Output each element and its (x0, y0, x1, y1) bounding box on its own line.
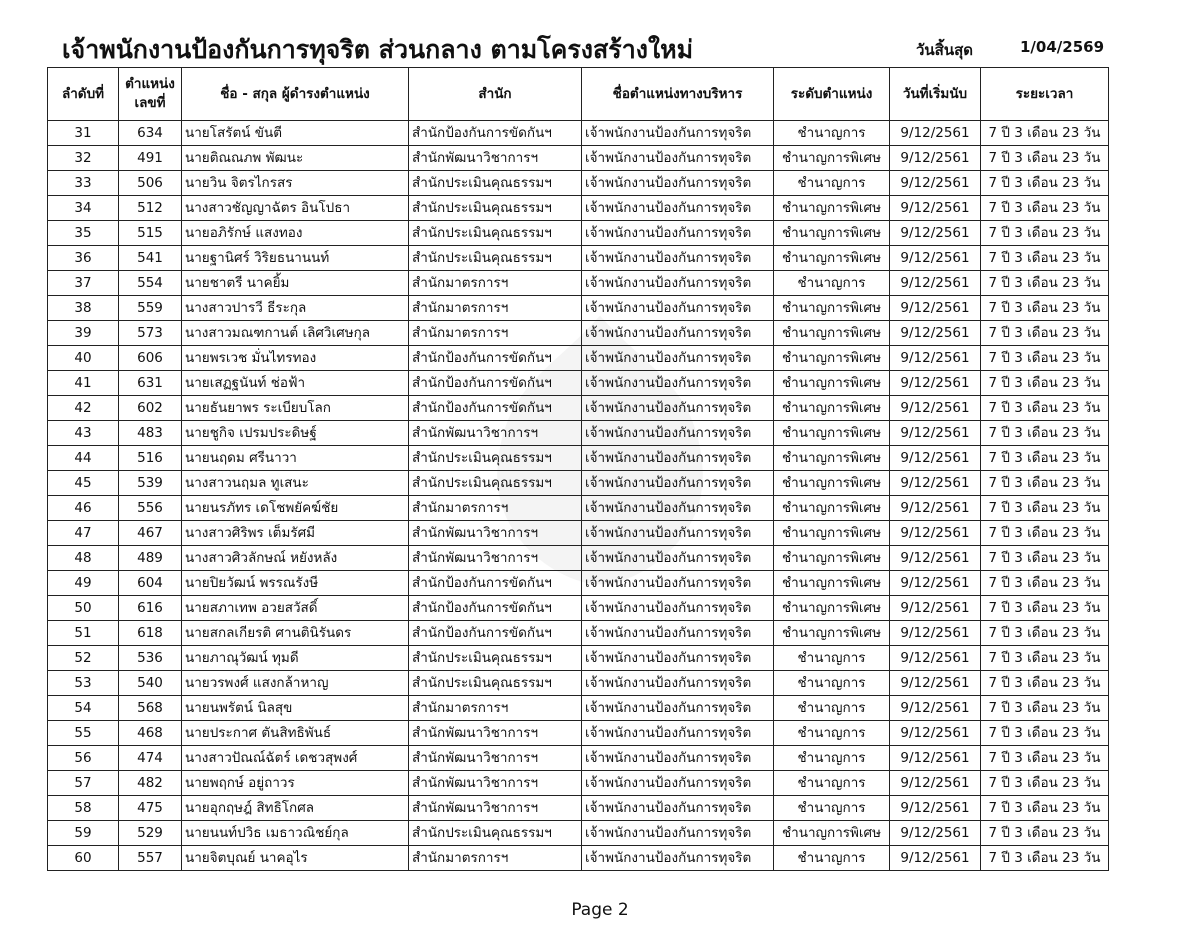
cell-order: 59 (48, 821, 119, 846)
table-row (48, 396, 1109, 421)
cell-start-date: 9/12/2561 (890, 171, 981, 196)
table-row (48, 196, 1109, 221)
cell-order: 57 (48, 771, 119, 796)
cell-duration: 7 ปี 3 เดือน 23 วัน (981, 446, 1109, 471)
table-row (48, 171, 1109, 196)
cell-admin-title: เจ้าพนักงานป้องกันการทุจริต (582, 146, 774, 171)
cell-admin-title: เจ้าพนักงานป้องกันการทุจริต (582, 521, 774, 546)
cell-order: 55 (48, 721, 119, 746)
cell-position-number: 536 (119, 646, 182, 671)
cell-admin-title: เจ้าพนักงานป้องกันการทุจริต (582, 421, 774, 446)
table-row (48, 596, 1109, 621)
cell-duration: 7 ปี 3 เดือน 23 วัน (981, 196, 1109, 221)
col-header-position-number: ตำแหน่ง เลขที่ (119, 68, 182, 121)
cell-level: ชำนาญการ (774, 771, 890, 796)
table-row (48, 571, 1109, 596)
cell-duration: 7 ปี 3 เดือน 23 วัน (981, 246, 1109, 271)
cell-office: สำนักประเมินคุณธรรมฯ (409, 671, 582, 696)
cell-duration: 7 ปี 3 เดือน 23 วัน (981, 471, 1109, 496)
cell-duration: 7 ปี 3 เดือน 23 วัน (981, 521, 1109, 546)
cell-admin-title: เจ้าพนักงานป้องกันการทุจริต (582, 446, 774, 471)
table-row (48, 621, 1109, 646)
cell-name: นางสาวปัณณ์ฉัตร์ เดชวสุพงศ์ (182, 746, 409, 771)
cell-start-date: 9/12/2561 (890, 696, 981, 721)
cell-start-date: 9/12/2561 (890, 646, 981, 671)
cell-duration: 7 ปี 3 เดือน 23 วัน (981, 421, 1109, 446)
cell-position-number: 529 (119, 821, 182, 846)
cell-duration: 7 ปี 3 เดือน 23 วัน (981, 346, 1109, 371)
cell-duration: 7 ปี 3 เดือน 23 วัน (981, 546, 1109, 571)
table-row (48, 771, 1109, 796)
cell-order: 50 (48, 596, 119, 621)
cell-position-number: 618 (119, 621, 182, 646)
cell-order: 38 (48, 296, 119, 321)
cell-duration: 7 ปี 3 เดือน 23 วัน (981, 771, 1109, 796)
cell-order: 48 (48, 546, 119, 571)
cell-position-number: 556 (119, 496, 182, 521)
cell-level: ชำนาญการพิเศษ (774, 396, 890, 421)
cell-level: ชำนาญการพิเศษ (774, 446, 890, 471)
cell-level: ชำนาญการ (774, 646, 890, 671)
cell-duration: 7 ปี 3 เดือน 23 วัน (981, 321, 1109, 346)
cell-level: ชำนาญการพิเศษ (774, 221, 890, 246)
cell-level: ชำนาญการ (774, 721, 890, 746)
cell-order: 36 (48, 246, 119, 271)
table-row (48, 371, 1109, 396)
cell-level: ชำนาญการพิเศษ (774, 621, 890, 646)
cell-level: ชำนาญการพิเศษ (774, 546, 890, 571)
cell-admin-title: เจ้าพนักงานป้องกันการทุจริต (582, 646, 774, 671)
cell-name: นางสาวชัญญาฉัตร อินโปธา (182, 196, 409, 221)
cell-duration: 7 ปี 3 เดือน 23 วัน (981, 221, 1109, 246)
cell-position-number: 468 (119, 721, 182, 746)
cell-position-number: 467 (119, 521, 182, 546)
cell-office: สำนักป้องกันการขัดกันฯ (409, 346, 582, 371)
table-row (48, 721, 1109, 746)
cell-level: ชำนาญการพิเศษ (774, 571, 890, 596)
cell-level: ชำนาญการ (774, 846, 890, 871)
cell-office: สำนักป้องกันการขัดกันฯ (409, 621, 582, 646)
table-row (48, 446, 1109, 471)
cell-name: นางสาวศิวลักษณ์ หยังหลัง (182, 546, 409, 571)
cell-admin-title: เจ้าพนักงานป้องกันการทุจริต (582, 671, 774, 696)
cell-start-date: 9/12/2561 (890, 371, 981, 396)
cell-office: สำนักป้องกันการขัดกันฯ (409, 596, 582, 621)
cell-order: 40 (48, 346, 119, 371)
cell-name: นายภาณุวัฒน์ ทุมดี (182, 646, 409, 671)
cell-name: นายอภิรักษ์ แสงทอง (182, 221, 409, 246)
cell-office: สำนักพัฒนาวิชาการฯ (409, 521, 582, 546)
cell-duration: 7 ปี 3 เดือน 23 วัน (981, 121, 1109, 146)
cell-position-number: 634 (119, 121, 182, 146)
cell-start-date: 9/12/2561 (890, 621, 981, 646)
cell-office: สำนักป้องกันการขัดกันฯ (409, 571, 582, 596)
cell-position-number: 541 (119, 246, 182, 271)
cell-order: 35 (48, 221, 119, 246)
cell-duration: 7 ปี 3 เดือน 23 วัน (981, 296, 1109, 321)
cell-name: นายพรเวช มั่นไทรทอง (182, 346, 409, 371)
cell-office: สำนักมาตรการฯ (409, 696, 582, 721)
cell-level: ชำนาญการพิเศษ (774, 146, 890, 171)
cell-position-number: 506 (119, 171, 182, 196)
cell-name: นายจิตบุณย์ นาคอุไร (182, 846, 409, 871)
table-row (48, 671, 1109, 696)
cell-office: สำนักพัฒนาวิชาการฯ (409, 771, 582, 796)
cell-level: ชำนาญการพิเศษ (774, 346, 890, 371)
cell-start-date: 9/12/2561 (890, 671, 981, 696)
cell-start-date: 9/12/2561 (890, 771, 981, 796)
table-row (48, 121, 1109, 146)
cell-level: ชำนาญการพิเศษ (774, 246, 890, 271)
table-row (48, 321, 1109, 346)
cell-duration: 7 ปี 3 เดือน 23 วัน (981, 396, 1109, 421)
cell-duration: 7 ปี 3 เดือน 23 วัน (981, 671, 1109, 696)
cell-start-date: 9/12/2561 (890, 421, 981, 446)
cell-duration: 7 ปี 3 เดือน 23 วัน (981, 146, 1109, 171)
cell-level: ชำนาญการพิเศษ (774, 596, 890, 621)
table-row (48, 821, 1109, 846)
cell-order: 49 (48, 571, 119, 596)
cell-level: ชำนาญการพิเศษ (774, 421, 890, 446)
end-date-label: วันสิ้นสุด (916, 41, 973, 59)
cell-duration: 7 ปี 3 เดือน 23 วัน (981, 621, 1109, 646)
cell-position-number: 631 (119, 371, 182, 396)
cell-level: ชำนาญการ (774, 796, 890, 821)
cell-admin-title: เจ้าพนักงานป้องกันการทุจริต (582, 546, 774, 571)
cell-position-number: 559 (119, 296, 182, 321)
cell-start-date: 9/12/2561 (890, 346, 981, 371)
cell-order: 41 (48, 371, 119, 396)
cell-start-date: 9/12/2561 (890, 221, 981, 246)
cell-office: สำนักพัฒนาวิชาการฯ (409, 146, 582, 171)
cell-office: สำนักประเมินคุณธรรมฯ (409, 221, 582, 246)
cell-name: นายนฤดม ศรีนาวา (182, 446, 409, 471)
cell-admin-title: เจ้าพนักงานป้องกันการทุจริต (582, 171, 774, 196)
cell-name: นายนรภัทร เดโชพยัคฆ์ชัย (182, 496, 409, 521)
cell-order: 56 (48, 746, 119, 771)
table-row (48, 496, 1109, 521)
cell-office: สำนักมาตรการฯ (409, 296, 582, 321)
officer-table (47, 67, 1109, 871)
cell-order: 46 (48, 496, 119, 521)
cell-admin-title: เจ้าพนักงานป้องกันการทุจริต (582, 121, 774, 146)
table-row (48, 796, 1109, 821)
cell-admin-title: เจ้าพนักงานป้องกันการทุจริต (582, 596, 774, 621)
cell-name: นายพฤกษ์ อยู่ถาวร (182, 771, 409, 796)
cell-admin-title: เจ้าพนักงานป้องกันการทุจริต (582, 696, 774, 721)
cell-office: สำนักพัฒนาวิชาการฯ (409, 796, 582, 821)
cell-name: นายปิยวัฒน์ พรรณรังษี (182, 571, 409, 596)
table-row (48, 146, 1109, 171)
cell-order: 53 (48, 671, 119, 696)
cell-name: นายเสฏฐนันท์ ช่อฟ้า (182, 371, 409, 396)
cell-position-number: 540 (119, 671, 182, 696)
cell-position-number: 475 (119, 796, 182, 821)
col-header-duration: ระยะเวลา (981, 68, 1109, 121)
cell-start-date: 9/12/2561 (890, 471, 981, 496)
cell-start-date: 9/12/2561 (890, 446, 981, 471)
end-date-value: 1/04/2569 (1020, 38, 1105, 56)
cell-position-number: 515 (119, 221, 182, 246)
cell-position-number: 568 (119, 696, 182, 721)
cell-admin-title: เจ้าพนักงานป้องกันการทุจริต (582, 196, 774, 221)
cell-order: 44 (48, 446, 119, 471)
cell-duration: 7 ปี 3 เดือน 23 วัน (981, 571, 1109, 596)
cell-name: นายนพรัตน์ นิลสุข (182, 696, 409, 721)
cell-name: นายวรพงศ์ แสงกล้าหาญ (182, 671, 409, 696)
cell-level: ชำนาญการพิเศษ (774, 321, 890, 346)
cell-order: 31 (48, 121, 119, 146)
cell-start-date: 9/12/2561 (890, 846, 981, 871)
cell-name: นายสภาเทพ อวยสวัสดิ์ (182, 596, 409, 621)
table-row (48, 546, 1109, 571)
cell-level: ชำนาญการพิเศษ (774, 296, 890, 321)
cell-start-date: 9/12/2561 (890, 321, 981, 346)
cell-duration: 7 ปี 3 เดือน 23 วัน (981, 696, 1109, 721)
cell-admin-title: เจ้าพนักงานป้องกันการทุจริต (582, 271, 774, 296)
cell-office: สำนักมาตรการฯ (409, 846, 582, 871)
cell-level: ชำนาญการพิเศษ (774, 521, 890, 546)
cell-order: 43 (48, 421, 119, 446)
cell-name: นายชาตรี นาคยิ้ม (182, 271, 409, 296)
table-body (48, 121, 1109, 871)
cell-position-number: 482 (119, 771, 182, 796)
cell-name: นางสาวปารวี ธีระกุล (182, 296, 409, 321)
cell-duration: 7 ปี 3 เดือน 23 วัน (981, 371, 1109, 396)
cell-admin-title: เจ้าพนักงานป้องกันการทุจริต (582, 296, 774, 321)
cell-level: ชำนาญการพิเศษ (774, 496, 890, 521)
cell-office: สำนักพัฒนาวิชาการฯ (409, 546, 582, 571)
cell-level: ชำนาญการ (774, 671, 890, 696)
cell-order: 37 (48, 271, 119, 296)
cell-start-date: 9/12/2561 (890, 546, 981, 571)
table-row (48, 471, 1109, 496)
cell-name: นายชูกิจ เปรมประดิษฐ์ (182, 421, 409, 446)
cell-admin-title: เจ้าพนักงานป้องกันการทุจริต (582, 746, 774, 771)
cell-duration: 7 ปี 3 เดือน 23 วัน (981, 846, 1109, 871)
cell-office: สำนักมาตรการฯ (409, 496, 582, 521)
cell-name: นายติณณภพ พัฒนะ (182, 146, 409, 171)
table-row (48, 271, 1109, 296)
cell-position-number: 573 (119, 321, 182, 346)
table-row (48, 221, 1109, 246)
cell-duration: 7 ปี 3 เดือน 23 วัน (981, 496, 1109, 521)
table-row (48, 246, 1109, 271)
col-header-level: ระดับตำแหน่ง (774, 68, 890, 121)
cell-admin-title: เจ้าพนักงานป้องกันการทุจริต (582, 346, 774, 371)
cell-name: นายสกลเกียรติ ศานตินิรันดร (182, 621, 409, 646)
cell-level: ชำนาญการ (774, 696, 890, 721)
cell-start-date: 9/12/2561 (890, 196, 981, 221)
col-header-admin-title: ชื่อตำแหน่งทางบริหาร (582, 68, 774, 121)
cell-admin-title: เจ้าพนักงานป้องกันการทุจริต (582, 396, 774, 421)
cell-admin-title: เจ้าพนักงานป้องกันการทุจริต (582, 496, 774, 521)
cell-start-date: 9/12/2561 (890, 296, 981, 321)
cell-office: สำนักประเมินคุณธรรมฯ (409, 171, 582, 196)
cell-office: สำนักมาตรการฯ (409, 271, 582, 296)
cell-order: 42 (48, 396, 119, 421)
cell-start-date: 9/12/2561 (890, 396, 981, 421)
cell-name: นางสาวมณฑกานต์ เลิศวิเศษกุล (182, 321, 409, 346)
cell-admin-title: เจ้าพนักงานป้องกันการทุจริต (582, 821, 774, 846)
table-row (48, 746, 1109, 771)
cell-order: 60 (48, 846, 119, 871)
cell-start-date: 9/12/2561 (890, 496, 981, 521)
cell-name: นายโสรัตน์ ขันตี (182, 121, 409, 146)
cell-duration: 7 ปี 3 เดือน 23 วัน (981, 646, 1109, 671)
cell-start-date: 9/12/2561 (890, 121, 981, 146)
cell-office: สำนักประเมินคุณธรรมฯ (409, 471, 582, 496)
cell-office: สำนักป้องกันการขัดกันฯ (409, 371, 582, 396)
table-row (48, 421, 1109, 446)
cell-start-date: 9/12/2561 (890, 721, 981, 746)
cell-admin-title: เจ้าพนักงานป้องกันการทุจริต (582, 721, 774, 746)
col-header-start-date: วันที่เริ่มนับ (890, 68, 981, 121)
page-title: เจ้าพนักงานป้องกันการทุจริต ส่วนกลาง ตามโครงสร้างใหม่ (62, 35, 694, 64)
cell-start-date: 9/12/2561 (890, 146, 981, 171)
cell-office: สำนักประเมินคุณธรรมฯ (409, 446, 582, 471)
table-header-row (48, 68, 1109, 121)
cell-office: สำนักประเมินคุณธรรมฯ (409, 196, 582, 221)
table-row (48, 696, 1109, 721)
cell-start-date: 9/12/2561 (890, 821, 981, 846)
cell-office: สำนักประเมินคุณธรรมฯ (409, 821, 582, 846)
cell-duration: 7 ปี 3 เดือน 23 วัน (981, 796, 1109, 821)
cell-admin-title: เจ้าพนักงานป้องกันการทุจริต (582, 246, 774, 271)
cell-position-number: 491 (119, 146, 182, 171)
cell-admin-title: เจ้าพนักงานป้องกันการทุจริต (582, 471, 774, 496)
cell-start-date: 9/12/2561 (890, 746, 981, 771)
cell-position-number: 512 (119, 196, 182, 221)
cell-level: ชำนาญการพิเศษ (774, 371, 890, 396)
cell-position-number: 483 (119, 421, 182, 446)
cell-office: สำนักป้องกันการขัดกันฯ (409, 396, 582, 421)
cell-order: 54 (48, 696, 119, 721)
cell-position-number: 474 (119, 746, 182, 771)
cell-name: นายฐานิศร์ วิริยธนานนท์ (182, 246, 409, 271)
cell-office: สำนักพัฒนาวิชาการฯ (409, 421, 582, 446)
cell-admin-title: เจ้าพนักงานป้องกันการทุจริต (582, 846, 774, 871)
cell-level: ชำนาญการ (774, 746, 890, 771)
cell-level: ชำนาญการพิเศษ (774, 821, 890, 846)
cell-admin-title: เจ้าพนักงานป้องกันการทุจริต (582, 796, 774, 821)
cell-order: 39 (48, 321, 119, 346)
col-header-name: ชื่อ - สกุล ผู้ดำรงตำแหน่ง (182, 68, 409, 121)
cell-position-number: 616 (119, 596, 182, 621)
table-row (48, 521, 1109, 546)
cell-position-number: 554 (119, 271, 182, 296)
cell-position-number: 557 (119, 846, 182, 871)
cell-office: สำนักประเมินคุณธรรมฯ (409, 646, 582, 671)
cell-level: ชำนาญการ (774, 271, 890, 296)
cell-name: นางสาวนฤมล ทูเสนะ (182, 471, 409, 496)
cell-duration: 7 ปี 3 เดือน 23 วัน (981, 821, 1109, 846)
cell-level: ชำนาญการพิเศษ (774, 196, 890, 221)
cell-name: นางสาวศิริพร เต็มรัศมี (182, 521, 409, 546)
table-row (48, 296, 1109, 321)
cell-duration: 7 ปี 3 เดือน 23 วัน (981, 596, 1109, 621)
cell-office: สำนักป้องกันการขัดกันฯ (409, 121, 582, 146)
cell-order: 34 (48, 196, 119, 221)
cell-duration: 7 ปี 3 เดือน 23 วัน (981, 746, 1109, 771)
cell-office: สำนักพัฒนาวิชาการฯ (409, 746, 582, 771)
cell-level: ชำนาญการ (774, 171, 890, 196)
cell-start-date: 9/12/2561 (890, 796, 981, 821)
col-header-order: ลำดับที่ (48, 68, 119, 121)
cell-order: 33 (48, 171, 119, 196)
table-row (48, 346, 1109, 371)
cell-level: ชำนาญการ (774, 121, 890, 146)
cell-order: 45 (48, 471, 119, 496)
cell-order: 47 (48, 521, 119, 546)
cell-name: นายประกาศ ตันสิทธิพันธ์ (182, 721, 409, 746)
cell-start-date: 9/12/2561 (890, 271, 981, 296)
cell-duration: 7 ปี 3 เดือน 23 วัน (981, 271, 1109, 296)
col-header-office: สำนัก (409, 68, 582, 121)
cell-order: 52 (48, 646, 119, 671)
cell-admin-title: เจ้าพนักงานป้องกันการทุจริต (582, 321, 774, 346)
table-row (48, 846, 1109, 871)
cell-position-number: 606 (119, 346, 182, 371)
cell-admin-title: เจ้าพนักงานป้องกันการทุจริต (582, 371, 774, 396)
cell-position-number: 489 (119, 546, 182, 571)
cell-duration: 7 ปี 3 เดือน 23 วัน (981, 171, 1109, 196)
cell-name: นายวิน จิตรไกรสร (182, 171, 409, 196)
cell-name: นายธันยาพร ระเบียบโลก (182, 396, 409, 421)
cell-office: สำนักประเมินคุณธรรมฯ (409, 246, 582, 271)
table-row (48, 646, 1109, 671)
cell-start-date: 9/12/2561 (890, 571, 981, 596)
cell-position-number: 604 (119, 571, 182, 596)
cell-order: 32 (48, 146, 119, 171)
page-number: Page 2 (571, 900, 629, 920)
cell-duration: 7 ปี 3 เดือน 23 วัน (981, 721, 1109, 746)
cell-admin-title: เจ้าพนักงานป้องกันการทุจริต (582, 621, 774, 646)
cell-start-date: 9/12/2561 (890, 521, 981, 546)
cell-admin-title: เจ้าพนักงานป้องกันการทุจริต (582, 571, 774, 596)
cell-position-number: 602 (119, 396, 182, 421)
cell-start-date: 9/12/2561 (890, 246, 981, 271)
cell-office: สำนักมาตรการฯ (409, 321, 582, 346)
cell-position-number: 516 (119, 446, 182, 471)
cell-office: สำนักพัฒนาวิชาการฯ (409, 721, 582, 746)
cell-level: ชำนาญการพิเศษ (774, 471, 890, 496)
cell-admin-title: เจ้าพนักงานป้องกันการทุจริต (582, 221, 774, 246)
cell-start-date: 9/12/2561 (890, 596, 981, 621)
cell-name: นายอุกฤษฎ์ สิทธิโกศล (182, 796, 409, 821)
cell-order: 51 (48, 621, 119, 646)
cell-position-number: 539 (119, 471, 182, 496)
cell-admin-title: เจ้าพนักงานป้องกันการทุจริต (582, 771, 774, 796)
cell-name: นายนนท์ปวิธ เมธาวณิชย์กุล (182, 821, 409, 846)
cell-order: 58 (48, 796, 119, 821)
